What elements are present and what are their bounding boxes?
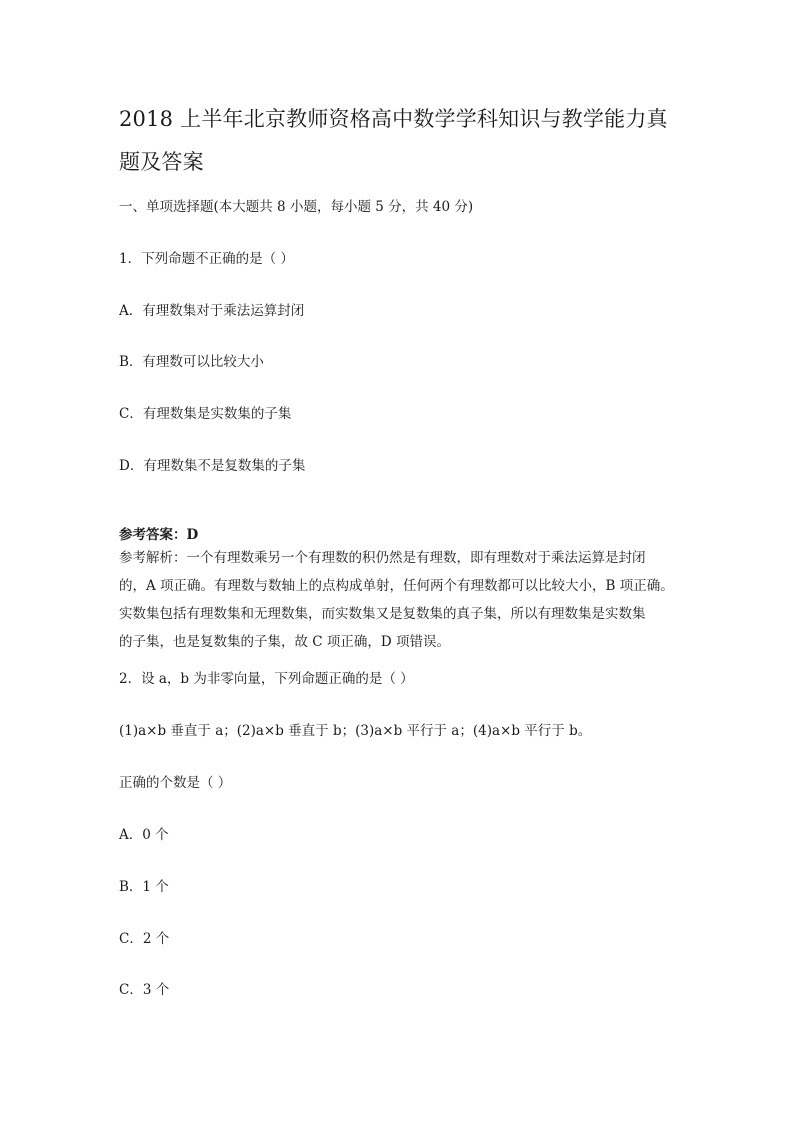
question-1-option-b: B．有理数可以比较大小 [119, 354, 264, 370]
question-2-stem: 2．设 a，b 为非零向量，下列命题正确的是（ ） [119, 671, 414, 687]
question-1-option-a: A．有理数集对于乘法运算封闭 [119, 303, 305, 319]
analysis-line: 参考解析：一个有理数乘另一个有理数的积仍然是有理数，即有理数对于乘法运算是封闭 [119, 550, 646, 566]
document-title-line-1: 2018 上半年北京教师资格高中数学学科知识与教学能力真 [119, 107, 668, 131]
question-2-prompt: 正确的个数是（ ） [119, 775, 232, 791]
question-1-analysis [119, 544, 679, 656]
question-1-stem: 1．下列命题不正确的是（ ） [119, 251, 294, 267]
analysis-line: 的，A 项正确。有理数与数轴上的点构成单射，任何两个有理数都可以比较大小，B 项正确。 [119, 578, 674, 594]
question-2-option-b: B．1 个 [119, 879, 169, 895]
question-1-option-d: D．有理数集不是复数集的子集 [119, 458, 306, 474]
question-2-option-d: C．3 个 [119, 982, 170, 998]
document-title-line-2: 题及答案 [119, 150, 204, 174]
analysis-line: 实数集包括有理数集和无理数集，而实数集又是复数集的真子集，所以有理数集是实数集 [119, 606, 646, 622]
analysis-line: 的子集，也是复数集的子集，故 C 项正确，D 项错误。 [119, 634, 451, 650]
question-1-option-c: C．有理数集是实数集的子集 [119, 406, 292, 422]
question-2-option-c: C．2 个 [119, 931, 170, 947]
question-2-statements: (1)a×b 垂直于 a；(2)a×b 垂直于 b；(3)a×b 平行于 a；(4)a×b 平行于 b。 [119, 723, 592, 739]
question-2-option-a: A．0 个 [119, 827, 169, 843]
question-1-answer: 参考答案：D [119, 527, 199, 543]
section-heading: 一、单项选择题(本大题共 8 小题，每小题 5 分，共 40 分) [119, 199, 474, 215]
